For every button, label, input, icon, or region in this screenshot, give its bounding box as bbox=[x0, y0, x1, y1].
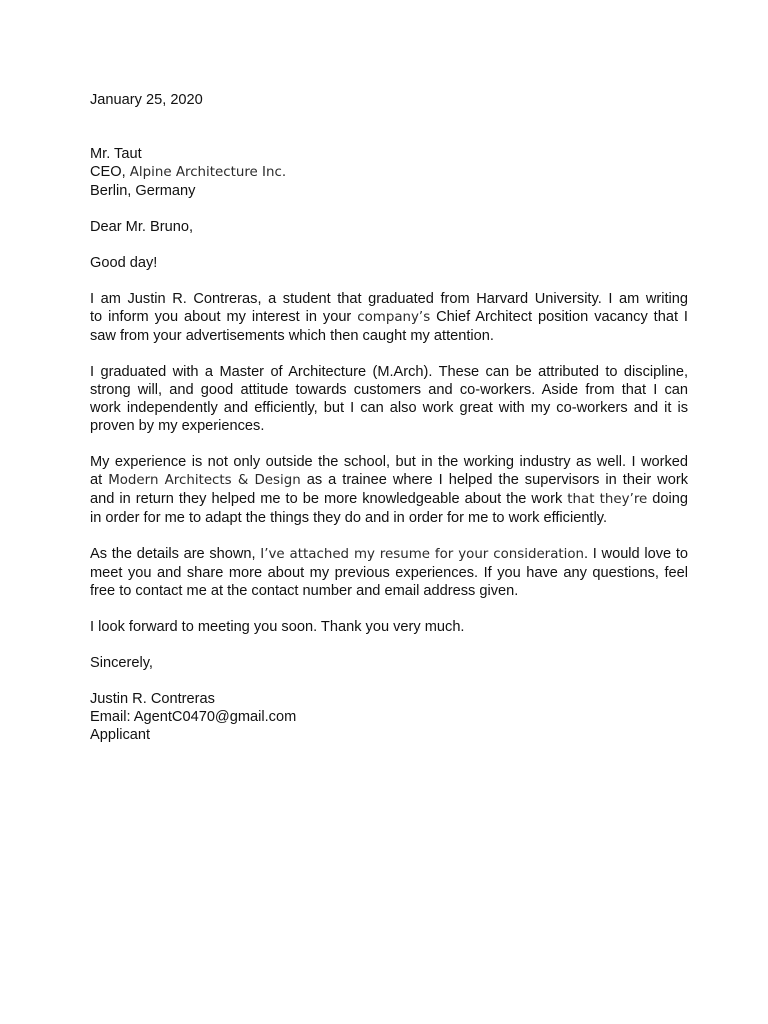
paragraph-line: free to contact me at the contact number and email address given. bbox=[90, 583, 519, 599]
paragraph-line bbox=[90, 308, 688, 327]
text-run: . I would love to bbox=[584, 546, 688, 562]
closing: Sincerely, bbox=[90, 655, 153, 671]
paragraph-line: strong will, and good attitude towards customers and co-workers. Aside from that I can bbox=[90, 382, 688, 398]
salutation-block bbox=[90, 218, 688, 236]
closing-block bbox=[90, 654, 688, 672]
text-run: and in return they helped me to be more knowledgeable about the work bbox=[90, 491, 568, 507]
letter-date: January 25, 2020 bbox=[90, 92, 203, 108]
recipient-location: Berlin, Germany bbox=[90, 183, 196, 199]
paragraph-line: I graduated with a Master of Architecture (M.Arch). These can be attributed to discipline, bbox=[90, 364, 688, 380]
greeting: Good day! bbox=[90, 255, 158, 271]
paragraph-line bbox=[90, 545, 688, 564]
text-run: As the details are shown, bbox=[90, 546, 261, 562]
greeting-block bbox=[90, 254, 688, 272]
paragraph-line: I am Justin R. Contreras, a student that graduated from Harvard University. I am writing bbox=[90, 291, 688, 307]
text-run: that they’re bbox=[567, 492, 648, 507]
paragraph-experience bbox=[90, 453, 688, 527]
signature-email: Email: AgentC0470@gmail.com bbox=[90, 709, 297, 725]
salutation: Dear Mr. Bruno, bbox=[90, 219, 194, 235]
paragraph-line: meet you and share more about my previous experiences. If you have any questions, feel bbox=[90, 565, 688, 581]
text-run: Modern Architects & Design bbox=[108, 473, 301, 488]
text-run: doing bbox=[647, 491, 688, 507]
paragraph-line: proven by my experiences. bbox=[90, 418, 265, 434]
paragraph-introduction bbox=[90, 290, 688, 345]
letter-date-block bbox=[90, 91, 688, 109]
paragraph-line: in order for me to adapt the things they do and in order for me to work efficiently. bbox=[90, 510, 608, 526]
paragraph-closing-remark bbox=[90, 618, 688, 636]
recipient-title-line bbox=[90, 163, 688, 182]
paragraph-line: work independently and efficiently, but I can also work great with my co-workers and it is bbox=[90, 400, 688, 416]
recipient-name: Mr. Taut bbox=[90, 146, 142, 162]
recipient-address bbox=[90, 145, 688, 200]
paragraph-line: saw from your advertisements which then caught my attention. bbox=[90, 328, 494, 344]
paragraph-line bbox=[90, 471, 688, 490]
recipient-title: CEO, bbox=[90, 164, 130, 180]
paragraph-education bbox=[90, 363, 688, 435]
text-run: Chief Architect position vacancy that I bbox=[430, 309, 688, 325]
recipient-company: Alpine Architecture Inc. bbox=[129, 165, 287, 180]
signature-block bbox=[90, 690, 688, 744]
paragraph-line: My experience is not only outside the school, but in the working industry as well. I worked bbox=[90, 454, 688, 470]
text-run: as a trainee where I helped the supervisors in their work bbox=[300, 472, 688, 488]
signature-role: Applicant bbox=[90, 727, 151, 743]
paragraph-line: I look forward to meeting you soon. Thank you very much. bbox=[90, 619, 465, 635]
text-run: I’ve attached my resume for your consideration bbox=[260, 547, 585, 562]
paragraph-attachment bbox=[90, 545, 688, 600]
text-run: to inform you about my interest in your bbox=[90, 309, 358, 325]
text-run: at bbox=[90, 472, 109, 488]
paragraph-line bbox=[90, 490, 688, 509]
signature-name: Justin R. Contreras bbox=[90, 691, 215, 707]
text-run: company’s bbox=[357, 310, 431, 325]
